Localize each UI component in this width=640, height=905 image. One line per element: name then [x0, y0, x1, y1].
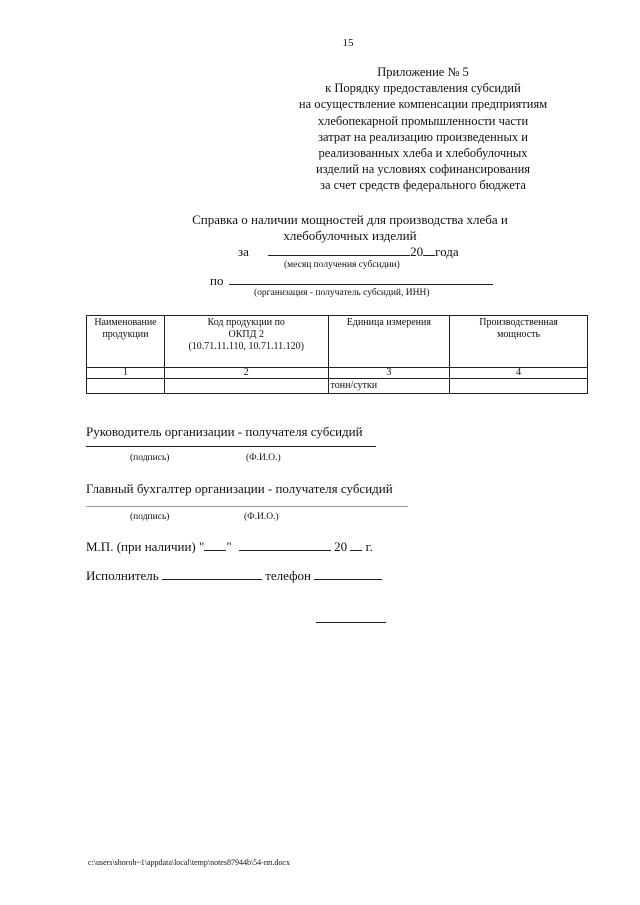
document-title — [180, 212, 520, 244]
table-cell[interactable] — [450, 379, 588, 394]
appendix-line: Приложение № 5 — [377, 65, 469, 79]
head-sign-caption: (подпись) — [130, 453, 170, 463]
appendix-line: хлебопекарной промышленности части — [317, 113, 529, 128]
header-product-code: Код продукции по ОКПД 2 (10.71.11.110, 10.71.11.120) — [164, 316, 328, 368]
capacity-table — [86, 315, 588, 394]
year-suffix: года — [435, 244, 459, 259]
seal-row — [86, 539, 373, 555]
table-cell[interactable]: тонн/сутки — [328, 379, 450, 394]
month-field-seal[interactable] — [239, 550, 331, 551]
closing-line — [316, 622, 386, 623]
period-row — [238, 244, 459, 260]
column-number: 3 — [328, 368, 450, 379]
year-field[interactable] — [423, 255, 435, 256]
column-number: 2 — [164, 368, 328, 379]
seal-prefix: М.П. (при наличии) " — [86, 539, 205, 554]
organization-row — [210, 273, 493, 289]
day-field[interactable] — [204, 550, 226, 551]
executor-label: Исполнитель — [86, 568, 159, 583]
appendix-line: реализованных хлеба и хлебобулочных — [318, 146, 528, 161]
head-label: Руководитель организации - получателя субсидий — [86, 424, 363, 439]
appendix-line: затрат на реализацию произведенных и — [318, 129, 528, 144]
table-row — [87, 379, 588, 394]
table-cell[interactable] — [87, 379, 165, 394]
header-product-name: Наименование продукции — [87, 316, 165, 368]
appendix-header — [258, 64, 588, 194]
phone-field[interactable] — [314, 579, 382, 580]
seal-suffix: г. — [365, 539, 373, 554]
year-prefix: 20 — [410, 244, 424, 259]
appendix-line: на осуществление компенсации предприятиям — [298, 97, 548, 112]
phone-label: телефон — [265, 568, 311, 583]
year-field-seal[interactable] — [350, 550, 362, 551]
accountant-signature-line[interactable] — [86, 506, 408, 507]
organization-field[interactable] — [229, 284, 493, 285]
column-number: 1 — [87, 368, 165, 379]
executor-row — [86, 568, 382, 584]
appendix-line: за счет средств федерального бюджета — [320, 178, 526, 193]
head-signature-line[interactable] — [86, 446, 376, 447]
appendix-line: к Порядку предоставления субсидий — [325, 81, 521, 96]
period-prefix: за — [238, 244, 249, 259]
header-capacity: Производственная мощность — [450, 316, 588, 368]
head-name-caption: (Ф.И.О.) — [246, 453, 281, 463]
seal-quote: " — [226, 539, 232, 554]
accountant-name-caption: (Ф.И.О.) — [244, 512, 279, 522]
executor-field[interactable] — [162, 579, 262, 580]
column-number: 4 — [450, 368, 588, 379]
page-number: 15 — [342, 37, 354, 49]
table-header-row — [87, 316, 588, 368]
seal-year-prefix: 20 — [334, 539, 348, 554]
header-unit: Единица измерения — [328, 316, 450, 368]
title-line: Справка о наличии мощностей для производства хлеба и — [192, 212, 508, 227]
table-cell[interactable] — [164, 379, 328, 394]
month-field[interactable] — [268, 255, 410, 256]
organization-caption: (организация - получатель субсидий, ИНН) — [254, 288, 430, 298]
month-caption: (месяц получения субсидии) — [284, 260, 400, 270]
accountant-label: Главный бухгалтер организации - получателя субсидий — [86, 481, 393, 496]
accountant-sign-caption: (подпись) — [130, 512, 170, 522]
title-line: хлебобулочных изделий — [283, 228, 417, 243]
appendix-line: изделий на условиях софинансирования — [315, 162, 531, 177]
organization-prefix: по — [210, 273, 224, 288]
file-path-footer: c:\users\shoroh~1\appdata\local\temp\notes87944b\54-пп.docx — [88, 858, 290, 867]
table-number-row — [87, 368, 588, 379]
